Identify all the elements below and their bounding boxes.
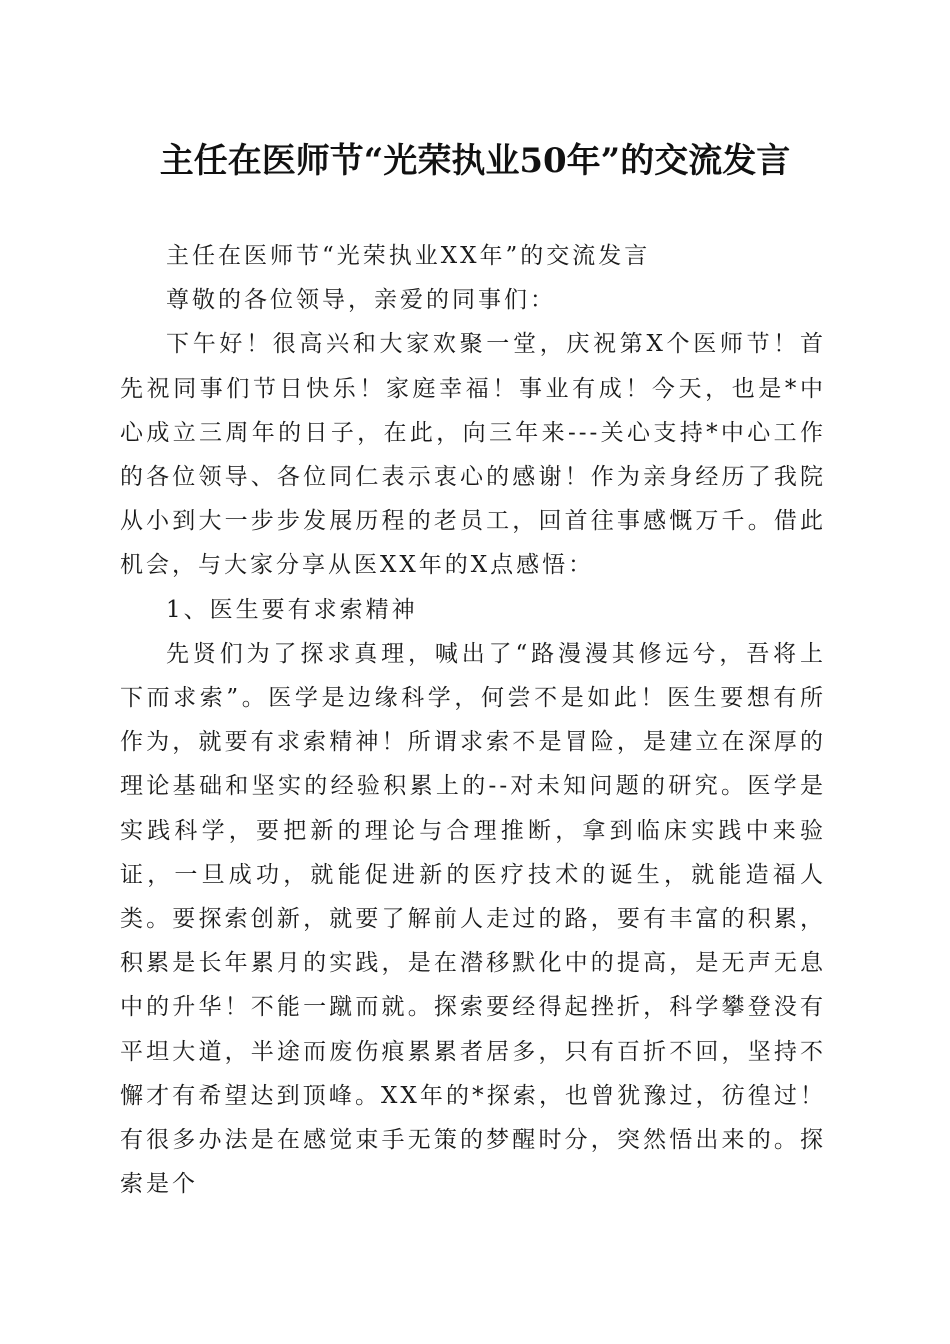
paragraph-heading-1: 1、医生要有求索精神 [166, 596, 418, 623]
paragraph-section-1: 先贤们为了探求真理，喊出了“路漫漫其修远兮，吾将上下而求索”。医学是边缘科学，何尝不是如此！医生要想有所作为，就要有求索精神！所谓求索不是冒险，是建立在深厚的理论基础和坚实的经验积累上的--对未知问题的研究。医学是实践科学，要把新的理论与合理推断，拿到临床实践中来验证，一旦成功，就能促进新的医疗技术的诞生，就能造福人类。要探索创新，就要了解前人走过的路，要有丰富的积累，积累是长年累月的实践，是在潜移默化中的提高，是无声无息中的升华！不能一蹴而就。探索要经得起挫折，科学攀登没有平坦大道，半途而废伤痕累累者居多，只有百折不回，坚持不懈才有希望达到顶峰。XX年的*探索，也曾犹豫过，彷徨过！有很多办法是在感觉束手无策的梦醒时分，突然悟出来的。探索是个 [120, 640, 826, 1198]
document-title: 主任在医师节“光荣执业50年”的交流发言 [159, 141, 791, 181]
document-body [120, 234, 826, 1206]
paragraph-greeting: 下午好！很高兴和大家欢聚一堂，庆祝第X个医师节！首先祝同事们节日快乐！家庭幸福！事业有成！今天，也是*中心成立三周年的日子，在此，向三年来---关心支持*中心工作的各位领导、各位同仁表示衷心的感谢！作为亲身经历了我院从小到大一步步发展历程的老员工，回首往事感慨万千。借此机会，与大家分享从医XX年的X点感悟： [120, 331, 826, 579]
paragraph-subtitle: 主任在医师节“光荣执业XX年”的交流发言 [166, 243, 651, 269]
paragraph-salutation: 尊敬的各位领导，亲爱的同事们： [166, 287, 556, 314]
